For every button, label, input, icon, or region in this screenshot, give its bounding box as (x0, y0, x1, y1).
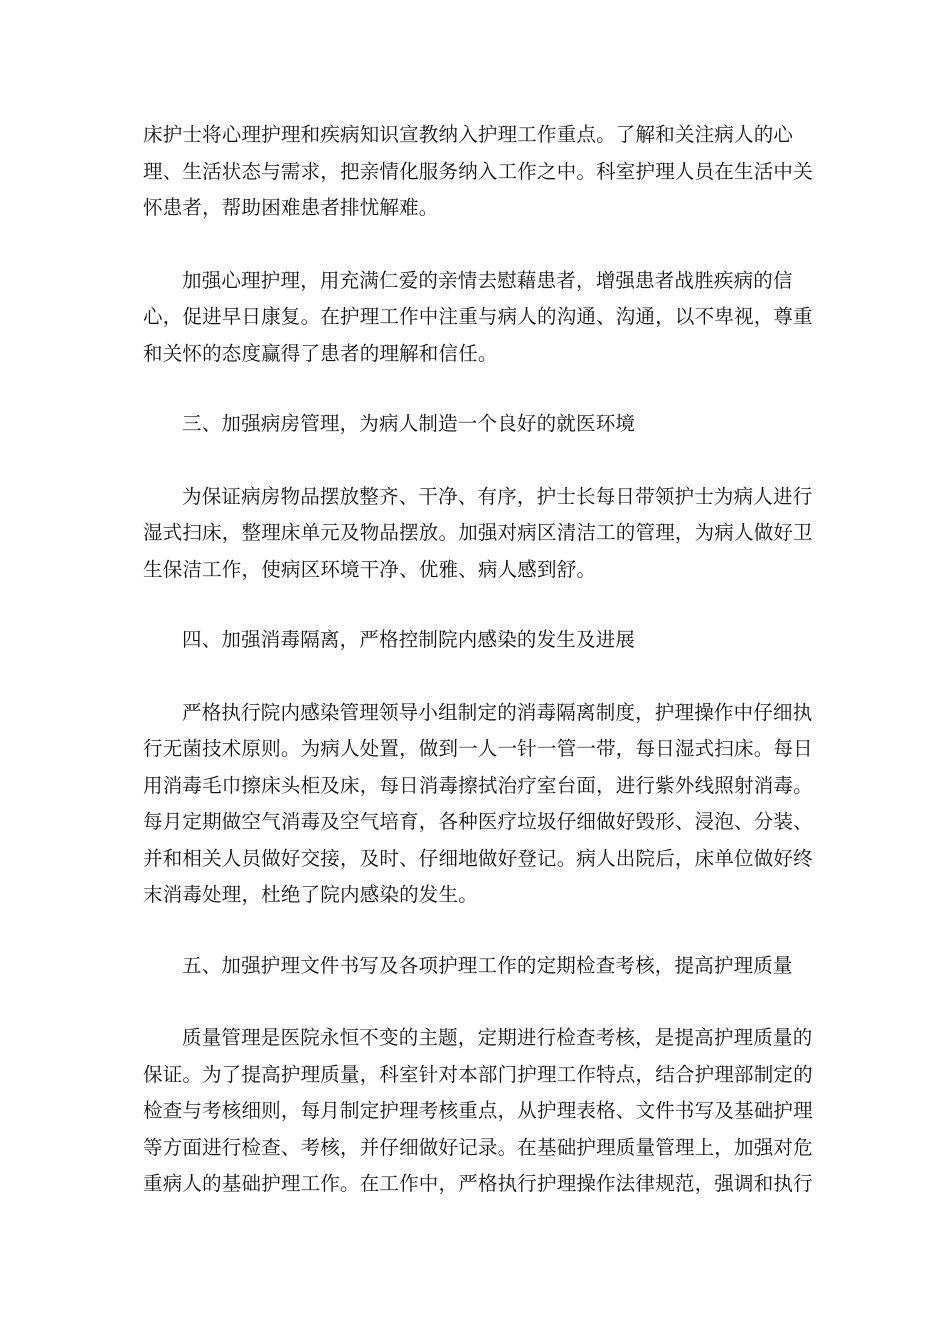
paragraph-continuation: 床护士将心理护理和疾病知识宣教纳入护理工作重点。了解和关注病人的心理、生活状态与需求，把亲情化服务纳入工作之中。科室护理人员在生活中关怀患者，帮助困难患者排忧解难。 (143, 123, 813, 219)
document-body (143, 117, 823, 1203)
section-heading-disinfection: 四、加强消毒隔离，严格控制院内感染的发生及进展 (182, 628, 636, 651)
section-heading-quality-inspection: 五、加强护理文件书写及各项护理工作的定期检查考核，提高护理质量 (182, 953, 793, 977)
paragraph-ward-management: 为保证病房物品摆放整齐、干净、有序，护士长每日带领护士为病人进行湿式扫床，整理床单元及物品摆放。加强对病区清洁工的管理，为病人做好卫生保洁工作，使病区环境干净、优雅、病人感到舒。 (143, 484, 813, 581)
paragraph-quality-management: 质量管理是医院永恒不变的主题，定期进行检查考核，是提高护理质量的保证。为了提高护理质量，科室针对本部门护理工作特点，结合护理部制定的检查与考核细则，每月制定护理考核重点，从护理表格、文件书写及基础护理等方面进行检查、考核，并仔细做好记录。在基础护理质量管理上，加强对危重病人的基础护理工作。在工作中，严格执行护理操作法律规范，强调和执行 (143, 1026, 813, 1195)
paragraph-disinfection: 严格执行院内感染管理领导小组制定的消毒隔离制度，护理操作中仔细执行无菌技术原则。为病人处置，做到一人一针一管一带，每日湿式扫床。每日用消毒毛巾擦床头柜及床，每日消毒擦拭治疗室台面，进行紫外线照射消毒。每月定期做空气消毒及空气培育，各种医疗垃圾仔细做好毁形、浸泡、分装、并和相关人员做好交接，及时、仔细地做好登记。病人出院后，床单位做好终末消毒处理，杜绝了院内感染的发生。 (143, 700, 813, 906)
section-heading-ward-management: 三、加强病房管理，为病人制造一个良好的就医环境 (182, 412, 636, 435)
paragraph-psychological-care: 加强心理护理，用充满仁爱的亲情去慰藉患者，增强患者战胜疾病的信心，促进早日康复。在护理工作中注重与病人的沟通、沟通，以不卑视，尊重和关怀的态度赢得了患者的理解和信任。 (143, 268, 813, 365)
